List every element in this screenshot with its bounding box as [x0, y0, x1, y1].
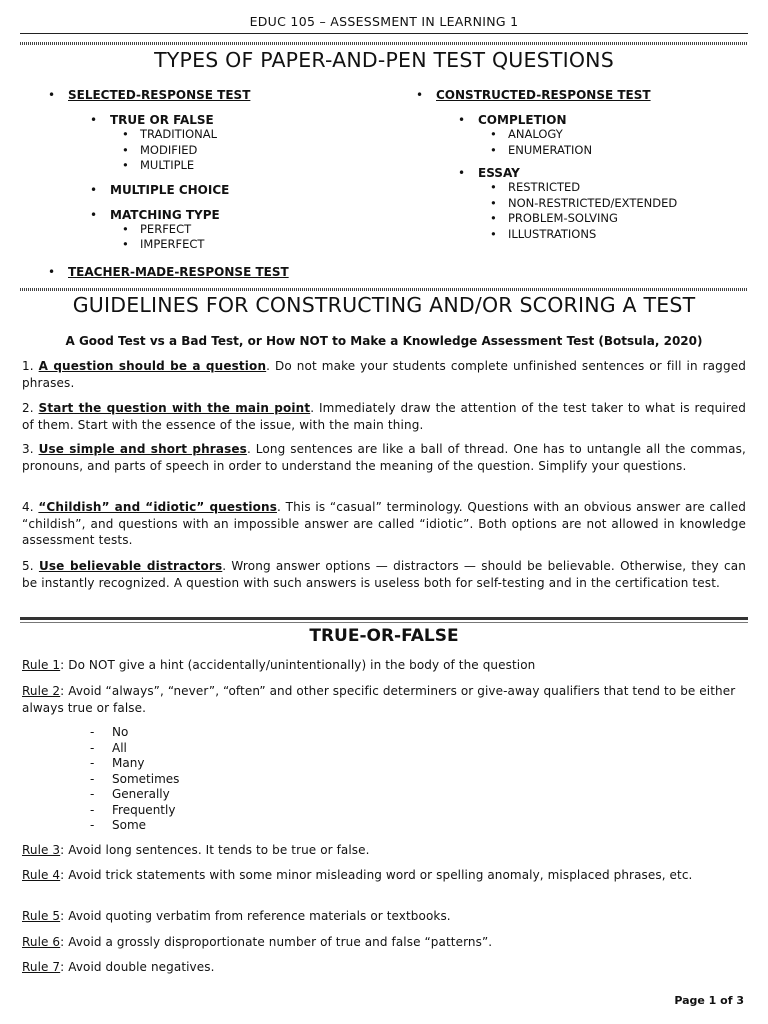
rule-3 [22, 842, 746, 859]
guideline-text: . Immediately draw the attention of the test taker to what is required of them. Start with the essence of the issue, with the main thing. [22, 401, 747, 432]
group-multiple-choice [44, 183, 374, 197]
rule-2 [22, 683, 746, 716]
guideline-text: . Wrong answer options — distractors — should be believable. Otherwise, they can be instantly recognized. A question with such answers is useless both for self-testing and in the certification test. [22, 559, 746, 590]
guideline-heading: Start the question with the main point [38, 401, 311, 415]
list-item: - Generally [90, 787, 179, 803]
rule-text: : Avoid “always”, “never”, “often” and other specific determiners or give-away qualifiers that tend to be either always true or false. [22, 684, 736, 715]
dotted-divider [20, 288, 748, 291]
list-item: - Many [90, 756, 179, 772]
list-item: • TRADITIONAL [116, 127, 374, 143]
guideline-number: 1. [22, 359, 39, 373]
guideline-heading: Use simple and short phrases [38, 442, 247, 456]
section-title-true-or-false: TRUE-OR-FALSE [309, 626, 459, 646]
group-completion [412, 113, 742, 158]
list-item: • ANALOGY [484, 127, 742, 143]
list-item: - Frequently [90, 803, 179, 819]
guideline-2 [22, 400, 746, 433]
list-item: • ENUMERATION [484, 143, 742, 159]
group-label: • ESSAY [458, 166, 742, 180]
guideline-text: . Long sentences are like a ball of thread. One has to untangle all the commas, pronouns, and parts of speech in order to understand the meaning of the question. Simplify your questions. [22, 442, 746, 473]
group-essay [412, 166, 742, 242]
rule-label: Rule 7 [22, 960, 61, 974]
rule-text: : Avoid quoting verbatim from reference materials or textbooks. [60, 909, 451, 923]
group-label: • MULTIPLE CHOICE [90, 183, 374, 197]
rule-text: : Do NOT give a hint (accidentally/unintentionally) in the body of the question [60, 658, 536, 672]
rule-6 [22, 934, 746, 951]
rule-4 [22, 867, 746, 884]
guideline-heading: Use believable distractors [38, 559, 223, 573]
constructed-response-column [412, 88, 742, 251]
page-number: Page 1 of 3 [674, 994, 744, 1007]
list-item: • PROBLEM-SOLVING [484, 211, 742, 227]
group-matching-type [44, 208, 374, 253]
guideline-1 [22, 358, 746, 391]
list-item: • MULTIPLE [116, 158, 374, 174]
rule-label: Rule 3 [22, 843, 61, 857]
guideline-number: 2. [22, 401, 39, 415]
list-item: - No [90, 725, 179, 741]
guideline-heading: “Childish” and “idiotic” questions [38, 500, 277, 514]
list-item: • PERFECT [116, 222, 374, 238]
header-rule [20, 33, 748, 34]
group-label: • TRUE OR FALSE [90, 113, 374, 127]
guideline-number: 4. [22, 500, 39, 514]
section-title-guidelines: GUIDELINES FOR CONSTRUCTING AND/OR SCORING A TEST [72, 293, 696, 317]
heading-constructed-response: • CONSTRUCTED-RESPONSE TEST [412, 88, 742, 102]
rule-text: : Avoid trick statements with some minor misleading word or spelling anomaly, misplaced phrases, etc. [60, 868, 693, 882]
qualifier-list [90, 725, 179, 834]
guideline-number: 3. [22, 442, 39, 456]
rule-text: : Avoid double negatives. [60, 960, 215, 974]
section-divider [20, 617, 748, 620]
list-item: • NON-RESTRICTED/EXTENDED [484, 196, 742, 212]
guideline-heading: A question should be a question [38, 359, 267, 373]
rule-text: : Avoid a grossly disproportionate number of true and false “patterns”. [60, 935, 493, 949]
dotted-divider [20, 42, 748, 45]
rule-label: Rule 6 [22, 935, 61, 949]
list-item: • ILLUSTRATIONS [484, 227, 742, 243]
list-item: • IMPERFECT [116, 237, 374, 253]
list-item: • RESTRICTED [484, 180, 742, 196]
rule-7 [22, 959, 746, 976]
rule-label: Rule 1 [22, 658, 61, 672]
group-label: • MATCHING TYPE [90, 208, 374, 222]
section-divider [20, 622, 748, 623]
list-item: - Sometimes [90, 772, 179, 788]
rule-text: : Avoid long sentences. It tends to be true or false. [60, 843, 370, 857]
rule-label: Rule 5 [22, 909, 61, 923]
guideline-3 [22, 441, 746, 474]
guideline-5 [22, 558, 746, 591]
rule-label: Rule 2 [22, 684, 61, 698]
course-header: EDUC 105 – ASSESSMENT IN LEARNING 1 [249, 14, 519, 29]
guideline-number: 5. [22, 559, 39, 573]
list-item: - Some [90, 818, 179, 834]
group-label: • COMPLETION [458, 113, 742, 127]
group-true-false [44, 113, 374, 174]
rule-label: Rule 4 [22, 868, 61, 882]
rule-1 [22, 657, 746, 674]
guideline-4 [22, 499, 746, 549]
selected-response-column [44, 88, 374, 290]
heading-selected-response: • SELECTED-RESPONSE TEST [44, 88, 374, 102]
heading-teacher-made: • TEACHER-MADE-RESPONSE TEST [44, 265, 374, 279]
guidelines-subtitle: A Good Test vs a Bad Test, or How NOT to Make a Knowledge Assessment Test (Botsula, 2020) [65, 334, 703, 348]
list-item: • MODIFIED [116, 143, 374, 159]
guideline-text: . This is “casual” terminology. Questions with an obvious answer are called “childish”, and questions with an impossible answer are called “idiotic”. Both options are not allowed in knowledge assessment tests. [22, 500, 746, 547]
section-title-types: TYPES OF PAPER-AND-PEN TEST QUESTIONS [154, 48, 614, 72]
rule-5 [22, 908, 746, 925]
guideline-text: . Do not make your students complete unfinished sentences or fill in ragged phrases. [22, 359, 747, 390]
list-item: - All [90, 741, 179, 757]
